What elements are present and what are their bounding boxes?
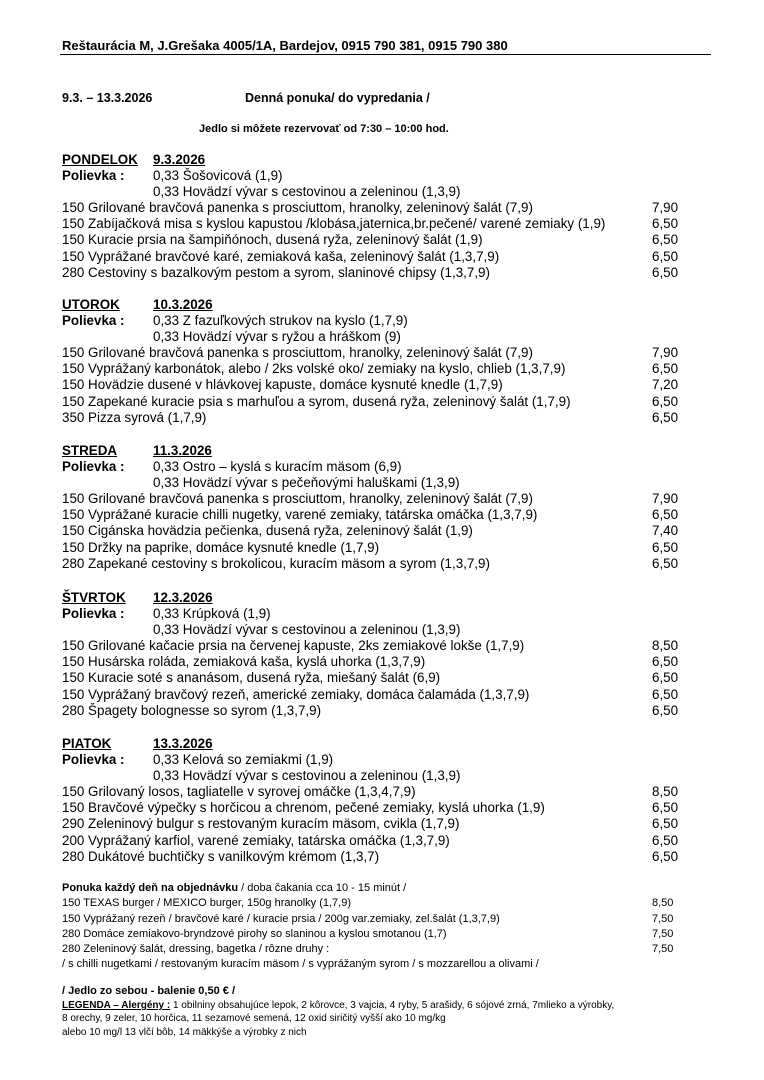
soup-item: 0,33 Kelová so zemiakmi (1,9) [153,752,334,768]
day-date: 9.3.2026 [153,152,206,167]
menu-row [62,833,702,849]
dish-price: 6,50 [652,670,679,686]
day-heading [62,443,702,459]
menu-row [62,784,702,800]
day-heading [62,590,702,606]
menu-row [62,896,702,911]
dish-text: 150 Vyprážané bravčové karé, zemiaková kaša, zeleninový šalát (1,3,7,9) [62,248,500,264]
menu-row [62,703,702,719]
menu-row [62,491,702,507]
packaging-note: / Jedlo zo sebou - balenie 0,50 € / [62,985,235,997]
menu-row [62,377,702,393]
dish-price: 8,50 [652,784,679,800]
dish-text: 150 Vyprážané kuracie chilli nugetky, varené zemiaky, tatárska omáčka (1,3,7,9) [62,507,538,523]
dish-text: 150 Kuracie soté s ananásom, dusená ryža, miešaný šalát (6,9) [62,670,441,686]
day-date: 10.3.2026 [153,297,213,312]
day-block-thursday [62,590,702,719]
menu-row [62,216,702,232]
dish-text: 280 Zeleninový šalát, dressing, bagetka / rôzne druhy : [62,943,330,956]
header-divider [60,54,711,55]
dish-price: 7,90 [652,345,679,361]
day-name: PONDELOK [62,152,138,167]
dish-price: 7,40 [652,523,679,539]
menu-row [62,394,702,410]
salad-options: / s chilli nugetkami / restovaným kuracím mäsom / s vyprážaným syrom / s mozzarellou a olivami / [62,958,539,971]
dish-text: 150 Cigánska hovädzia pečienka, dusená ryža, zeleninový šalát (1,9) [62,523,473,539]
dish-text: 290 Zeleninový bulgur s restovaným kuracím mäsom, cvikla (1,7,9) [62,816,460,832]
dish-text: 150 Vyprážaný karbonátok, alebo / 2ks volské oko/ zemiaky na kyslo, chlieb (1,3,7,9) [62,361,566,377]
dish-price: 6,50 [652,832,679,848]
dish-price: 6,50 [652,800,679,816]
soup-item: 0,33 Z fazuľkových strukov na kyslo (1,7,9) [153,313,408,329]
daily-offer-heading [62,881,702,896]
dish-text: 350 Pizza syrová (1,7,9) [62,409,207,425]
daily-offer-block [62,881,702,973]
menu-row [62,507,702,523]
day-name: STREDA [62,443,118,458]
soup-item: 0,33 Hovädzí vývar s cestovinou a zeleninou (1,3,9) [153,768,461,784]
dish-text: 150 Grilované bravčová panenka s prosciuttom, hranolky, zeleninový šalát (7,9) [62,491,533,507]
menu-row [62,410,702,426]
dish-price: 6,50 [652,848,679,864]
dish-price: 6,50 [652,409,679,425]
menu-row [62,361,702,377]
day-date: 12.3.2026 [153,590,213,605]
day-heading [62,152,702,168]
menu-row [62,540,702,556]
dish-text: 280 Domáce zemiakovo-bryndzové pirohy so slaninou a kyslou smotanou (1,7) [62,927,447,940]
dish-text: 280 Cestoviny s bazalkovým pestom a syrom, slaninové chipsy (1,3,7,9) [62,264,490,280]
dish-price: 6,50 [652,555,679,571]
dish-price: 7,50 [652,927,674,940]
day-block-tuesday [62,297,702,426]
menu-row [62,232,702,248]
dish-text: 150 Hovädzie dusené v hlávkovej kapuste, domáce kysnuté knedle (1,7,9) [62,377,503,393]
dish-text: 150 Kuracie prsia na šampiňónoch, dusená ryža, zeleninový šalát (1,9) [62,232,483,248]
menu-row [62,927,702,942]
dish-price: 7,50 [652,912,674,925]
soup-item: 0,33 Ostro – kyslá s kuracím mäsom (6,9) [153,459,402,475]
day-date: 13.3.2026 [153,736,213,751]
dish-price: 6,50 [652,507,679,523]
dish-text: 150 Bravčové výpečky s horčicou a chrenom, pečené zemiaky, kyslá uhorka (1,9) [62,800,545,816]
dish-price: 7,50 [652,943,674,956]
menu-row [62,523,702,539]
menu-row [62,556,702,572]
dish-price: 6,50 [652,654,679,670]
menu-row [62,800,702,816]
menu-row [62,638,702,654]
soup-label: Polievka : [62,752,125,768]
soup-item: 0,33 Hovädzí vývar s ryžou a hráškom (9) [153,329,401,345]
soup-item: 0,33 Krúpková (1,9) [153,606,271,622]
dish-text: 150 Grilované bravčová panenka s prosciuttom, hranolky, zeleninový šalát (7,9) [62,345,533,361]
menu-row [62,816,702,832]
soup-item: 0,33 Hovädzí vývar s cestovinou a zeleninou (1,3,9) [153,622,461,638]
menu-row [62,670,702,686]
menu-row [62,249,702,265]
legend-line: 1 obilniny obsahujúce lepok, 2 kôrovce, 3 vajcia, 4 ryby, 5 arašidy, 6 sójové zrná, 7mlieko a výrobky, [170,1000,615,1011]
day-block-friday [62,736,702,865]
dish-text: 150 TEXAS burger / MEXICO burger, 150g hranolky (1,7,9) [62,897,352,910]
soup-label: Polievka : [62,313,125,329]
dish-text: 150 Husárska roláda, zemiaková kaša, kyslá uhorka (1,3,7,9) [62,654,426,670]
soup-label: Polievka : [62,606,125,622]
dish-price: 7,90 [652,491,679,507]
dish-price: 6,50 [652,816,679,832]
dish-price: 6,50 [652,216,679,232]
dish-price: 6,50 [652,393,679,409]
menu-row [62,687,702,703]
menu-row [62,849,702,865]
dish-price: 6,50 [652,686,679,702]
dish-text: 150 Držky na paprike, domáce kysnuté knedle (1,7,9) [62,539,380,555]
menu-row [62,265,702,281]
day-heading [62,297,702,313]
day-block-wednesday [62,443,702,572]
dish-text: 280 Špagety bolognesse so syrom (1,3,7,9) [62,702,322,718]
menu-row [62,912,702,927]
menu-row [62,942,702,957]
dish-text: 150 Grilovaný losos, tagliatelle v syrovej omáčke (1,3,4,7,9) [62,784,416,800]
soup-item: 0,33 Hovädzí vývar s pečeňovými haluškami (1,3,9) [153,475,460,491]
day-name: UTOROK [62,297,120,312]
dish-price: 6,50 [652,232,679,248]
dish-price: 6,50 [652,539,679,555]
dish-price: 8,50 [652,897,674,910]
dish-price: 7,90 [652,200,679,216]
daily-offer-heading-note: / doba čakania cca 10 - 15 minút / [238,882,407,894]
soup-item: 0,33 Šošovicová (1,9) [153,168,283,184]
dish-text: 280 Dukátové buchtičky s vanilkovým krémom (1,3,7) [62,848,380,864]
dish-price: 6,50 [652,702,679,718]
offer-title: Denná ponuka/ do vypredania / [245,91,430,105]
dish-price: 6,50 [652,361,679,377]
dish-price: 6,50 [652,264,679,280]
daily-offer-heading-bold: Ponuka každý deň na objednávku [62,882,239,894]
legend-line: alebo 10 mg/l 13 vlčí bôb, 14 mäkkýše a výrobky z nich [62,1026,307,1038]
soup-item: 0,33 Hovädzí vývar s cestovinou a zeleninou (1,3,9) [153,184,461,200]
dish-text: 150 Zapekané kuracie psia s marhuľou a syrom, dusená ryža, zeleninový šalát (1,7,9) [62,393,571,409]
dish-price: 8,50 [652,638,679,654]
day-name: ŠTVRTOK [62,590,126,605]
dish-text: 200 Vyprážaný karfiol, varené zemiaky, tatárska omáčka (1,3,7,9) [62,832,450,848]
day-name: PIATOK [62,736,112,751]
dish-text: 280 Zapekané cestoviny s brokolicou, kuracím mäsom a syrom (1,3,7,9) [62,555,490,571]
dish-text: 150 Vyprážaný bravčový rezeň, americké zemiaky, domáca čalamáda (1,3,7,9) [62,686,530,702]
restaurant-header: Reštaurácia M, J.Grešaka 4005/1A, Bardejov, 0915 790 381, 0915 790 380 [62,38,508,53]
dish-text: 150 Vyprážaný rezeň / bravčové karé / kuracie prsia / 200g var.zemiaky, zel.šalát (1,3,7,9) [62,912,500,925]
legend-line: 8 orechy, 9 zeler, 10 horčica, 11 sezamové semená, 12 oxid siričitý vyšší ako 10 mg/kg [62,1013,446,1025]
dish-text: 150 Grilované bravčová panenka s prosciuttom, hranolky, zeleninový šalát (7,9) [62,200,533,216]
menu-row [62,345,702,361]
menu-row [62,200,702,216]
dish-text: 150 Grilované kačacie prsia na červenej kapuste, 2ks zemiakové lokše (1,7,9) [62,638,525,654]
day-date: 11.3.2026 [153,443,212,458]
legend-label: LEGENDA – Alergény : [62,1000,171,1011]
allergen-legend [62,999,712,1039]
soup-label: Polievka : [62,168,125,184]
dish-price: 7,20 [652,377,679,393]
soup-label: Polievka : [62,459,125,475]
dish-text: 150 Zabíjačková misa s kyslou kapustou /klobása,jaternica,br.pečené/ varené zemiaky (1,9) [62,216,606,232]
week-dates: 9.3. – 13.3.2026 [62,91,153,105]
reservation-note: Jedlo si môžete rezervovať od 7:30 – 10:00 hod. [199,123,449,135]
day-block-monday [62,152,702,281]
dish-price: 6,50 [652,248,679,264]
day-heading [62,736,702,752]
menu-row [62,654,702,670]
